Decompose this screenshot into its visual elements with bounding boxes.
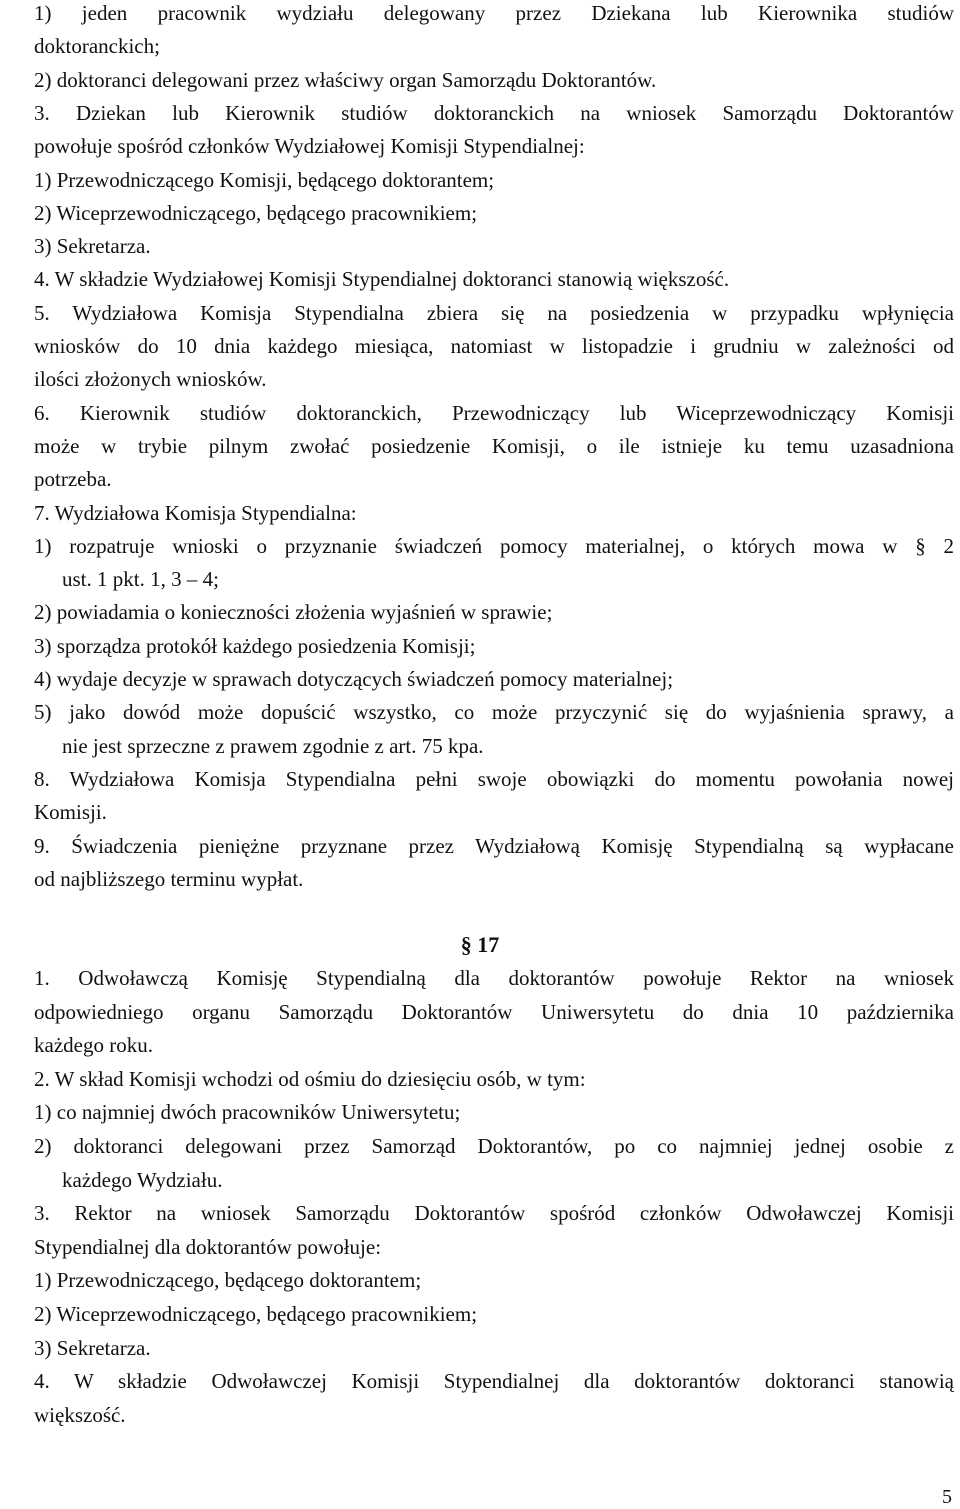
text-line: 3) sporządza protokół każdego posiedzenia Komisji; bbox=[34, 633, 476, 658]
text-line: 2) doktoranci delegowani przez Samorząd Doktorantów, po co najmniej jednej osobie z bbox=[34, 1134, 954, 1158]
text-line: 4. W składzie Wydziałowej Komisji Stypendialnej doktoranci stanowią większość. bbox=[34, 267, 730, 292]
page-number: 5 bbox=[942, 1486, 952, 1508]
text-line: 3) Sekretarza. bbox=[34, 1335, 151, 1360]
text-line: 1) Przewodniczącego, będącego doktorantem; bbox=[34, 1268, 422, 1293]
text-line: 1. Odwoławczą Komisję Stypendialną dla doktorantów powołuje Rektor na wniosek bbox=[34, 966, 954, 990]
text-line: Komisji. bbox=[34, 800, 107, 825]
text-line: 6. Kierownik studiów doktoranckich, Przewodniczący lub Wiceprzewodniczący Komisji bbox=[34, 400, 954, 425]
text-line: odpowiedniego organu Samorządu Doktorantów Uniwersytetu do dnia 10 października bbox=[34, 999, 954, 1024]
text-line: 2. W skład Komisji wchodzi od ośmiu do dziesięciu osób, w tym: bbox=[34, 1066, 586, 1091]
text-line: 4. W składzie Odwoławczej Komisji Stypendialnej dla doktorantów doktoranci stanowią bbox=[34, 1369, 954, 1394]
text-line: nie jest sprzeczne z prawem zgodnie z art. 75 kpa. bbox=[62, 733, 484, 758]
text-line: 1) Przewodniczącego Komisji, będącego doktorantem; bbox=[34, 167, 495, 192]
text-line: Stypendialnej dla doktorantów powołuje: bbox=[34, 1234, 382, 1259]
text-line: 2) powiadamia o konieczności złożenia wyjaśnień w sprawie; bbox=[34, 600, 553, 625]
text-line: 2) Wiceprzewodniczącego, będącego pracownikiem; bbox=[34, 1302, 478, 1326]
text-line: powołuje spośród członków Wydziałowej Komisji Stypendialnej: bbox=[34, 134, 585, 159]
text-line: od najbliższego terminu wypłat. bbox=[34, 866, 304, 891]
text-line: 1) co najmniej dwóch pracowników Uniwersytetu; bbox=[34, 1100, 461, 1125]
text-line: każdego roku. bbox=[34, 1033, 153, 1058]
text-line: potrzeba. bbox=[34, 467, 112, 492]
text-line: 5) jako dowód może dopuścić wszystko, co może przyczynić się do wyjaśnienia sprawy, a bbox=[34, 700, 954, 725]
text-line: 2) doktoranci delegowani przez właściwy organ Samorządu Doktorantów. bbox=[34, 67, 657, 92]
text-line: 8. Wydziałowa Komisja Stypendialna pełni swoje obowiązki do momentu powołania nowej bbox=[34, 766, 954, 791]
text-line: 2) Wiceprzewodniczącego, będącego pracownikiem; bbox=[34, 200, 478, 225]
text-line: 4) wydaje decyzje w sprawach dotyczących świadczeń pomocy materialnej; bbox=[34, 667, 674, 691]
text-line: 1) rozpatruje wnioski o przyznanie świadczeń pomocy materialnej, o których mowa w § 2 bbox=[34, 533, 954, 558]
section-heading: § 17 bbox=[460, 932, 500, 957]
text-line: 3) Sekretarza. bbox=[34, 234, 151, 259]
text-line: wniosków do 10 dnia każdego miesiąca, natomiast w listopadzie i grudniu w zależności od bbox=[34, 334, 954, 358]
text-line: doktoranckich; bbox=[34, 34, 160, 59]
text-line: 7. Wydziałowa Komisja Stypendialna: bbox=[34, 500, 357, 525]
text-line: ust. 1 pkt. 1, 3 – 4; bbox=[62, 567, 219, 592]
text-line: większość. bbox=[34, 1402, 126, 1427]
text-line: ilości złożonych wniosków. bbox=[34, 367, 267, 392]
text-line: 9. Świadczenia pieniężne przyznane przez Wydziałową Komisję Stypendialną są wypłacane bbox=[34, 833, 954, 858]
text-line: może w trybie pilnym zwołać posiedzenie Komisji, o ile istnieje ku temu uzasadniona bbox=[34, 433, 954, 458]
text-line: 5. Wydziałowa Komisja Stypendialna zbiera się na posiedzenia w przypadku wpłynięcia bbox=[34, 300, 954, 325]
text-line: 3. Dziekan lub Kierownik studiów doktoranckich na wniosek Samorządu Doktorantów bbox=[34, 100, 954, 125]
text-line: 3. Rektor na wniosek Samorządu Doktorantów spośród członków Odwoławczej Komisji bbox=[34, 1201, 954, 1226]
text-line: każdego Wydziału. bbox=[62, 1167, 223, 1192]
text-line: 1) jeden pracownik wydziału delegowany przez Dziekana lub Kierownika studiów bbox=[34, 1, 954, 25]
